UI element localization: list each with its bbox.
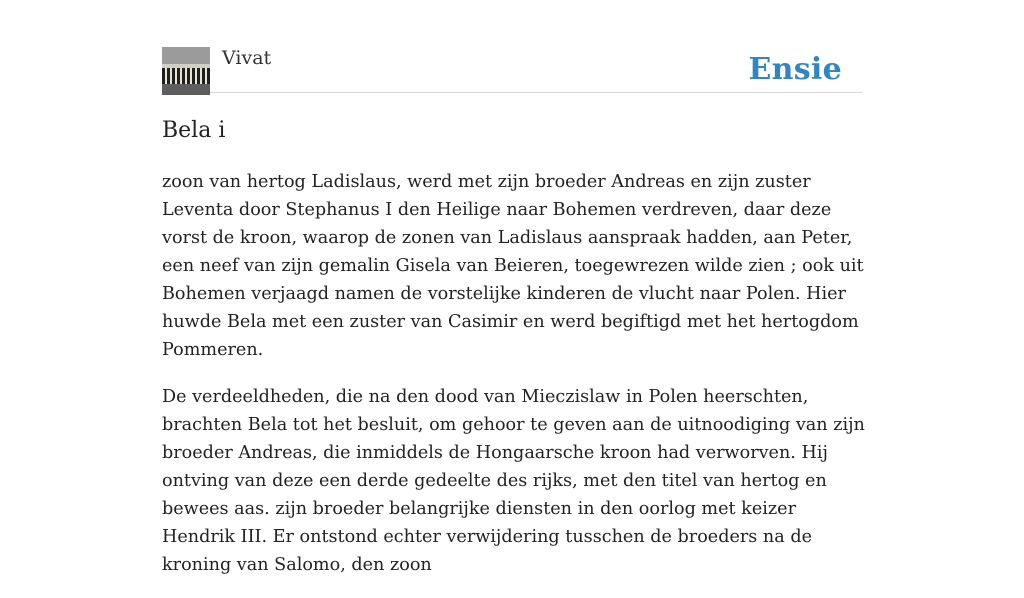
article-body <box>162 168 874 598</box>
article-title: Bela i <box>162 118 226 143</box>
author-avatar[interactable] <box>162 47 210 95</box>
article-paragraph: De verdeeldheden, die na den dood van Mieczislaw in Polen heerschten, brachten Bela tot het besluit, om gehoor te geven aan de uitnoodiging van zijn broeder Andreas, die inmiddels de Hongaarsche kroon had verworven. Hij ontving van deze een derde gedeelte des rijks, met den titel van hertog en bewees aas. zijn broeder belangrijke diensten in den oorlog met keizer Hendrik III. Er ontstond echter verwijdering tusschen de broeders na de kroning van Salomo, den zoon <box>162 387 865 575</box>
article-paragraph: zoon van hertog Ladislaus, werd met zijn broeder Andreas en zijn zuster Leventa door Stephanus I den Heilige naar Bohemen verdreven, daar deze vorst de kroon, waarop de zonen van Ladislaus aanspraak hadden, aan Peter, een neef van zijn gemalin Gisela van Beieren, toegewrezen wilde zien ; ook uit Bohemen verjaagd namen de vorstelijke kinderen de vlucht naar Polen. Hier huwde Bela met een zuster van Casimir en werd begiftigd met het hertogdom Pommeren. <box>162 172 864 360</box>
author-name[interactable]: Vivat <box>222 47 272 69</box>
avatar-image-icon <box>162 47 210 95</box>
site-logo[interactable]: Ensie <box>748 52 842 87</box>
content-column <box>162 0 865 575</box>
header <box>162 0 862 93</box>
